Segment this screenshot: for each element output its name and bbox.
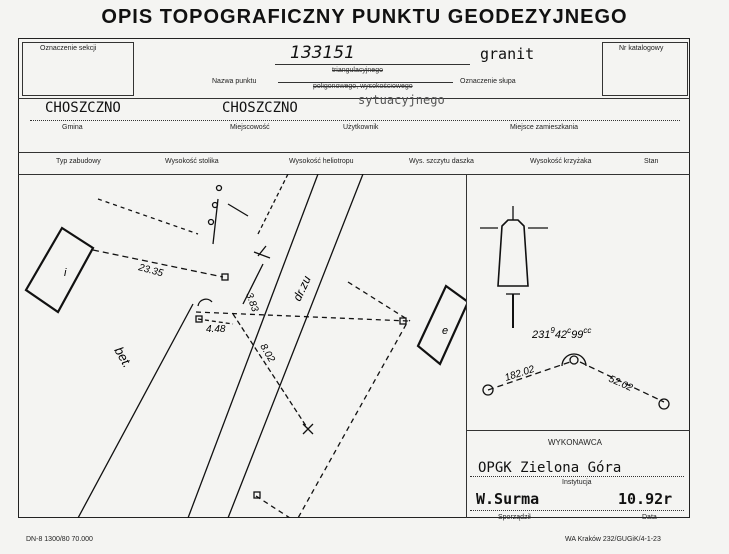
parcel-dashed-1 <box>196 312 408 518</box>
town-value: CHOSZCZNO <box>222 100 298 116</box>
stone-shape <box>498 220 528 286</box>
angle-label: $231^942^c99^{cc}$ <box>532 326 592 341</box>
footer-right: WA Kraków 232/GUGiK/4-1-23 <box>565 536 661 543</box>
col-wys-heliotropu: Wysokość heliotropu <box>289 158 354 165</box>
struck-type-2: poligonowego, wysokościowego <box>313 83 413 90</box>
marker-top <box>217 186 222 191</box>
gmina-value: CHOSZCZNO <box>45 100 121 116</box>
gmina-label: Gmina <box>62 124 83 131</box>
dist-right-label: 52.02 <box>606 373 635 394</box>
catalog-label: Nr katalogowy <box>619 45 664 52</box>
dist-c-label: 3.83 <box>243 291 261 314</box>
struck-type-1: triangulacyjnego <box>332 67 383 74</box>
col-typ-zabudowy: Typ zabudowy <box>56 158 101 165</box>
name-line <box>275 64 470 65</box>
col-wys-stolika: Wysokość stolika <box>165 158 219 165</box>
panel-divider <box>466 174 467 518</box>
point-detail-sketch <box>468 176 688 428</box>
dist-left-label: 182.02 <box>503 363 537 384</box>
arrow-top <box>228 204 248 216</box>
col-stan: Stan <box>644 158 659 165</box>
col-wys-krzyzaka: Wysokość krzyżaka <box>530 158 592 165</box>
signature-line <box>470 510 684 511</box>
point-center <box>570 356 578 364</box>
road-edge-1 <box>188 174 318 518</box>
measure-line-d <box>233 314 308 429</box>
pavement-edge <box>78 304 193 518</box>
cross-mark-top <box>254 246 270 258</box>
user-label: Użytkownik <box>343 124 379 131</box>
col-wys-daszka: Wys. szczytu daszka <box>409 158 474 165</box>
marker-mid <box>209 220 214 225</box>
road-edge-2 <box>228 174 363 518</box>
arc-mark <box>198 299 212 306</box>
building-left-label: i <box>64 267 67 279</box>
building-right-label: e <box>442 325 449 337</box>
date-label: Data <box>642 514 657 521</box>
dist-a-label: 23.35 <box>137 262 165 280</box>
surface-label: bet. <box>111 344 136 371</box>
row-divider-2 <box>18 152 690 153</box>
row-dotted-line <box>30 120 680 121</box>
dist-b-label: 4.48 <box>206 324 226 335</box>
stone-type: granit <box>480 45 535 63</box>
residence-label: Miejsce zamieszkania <box>510 124 579 131</box>
section-label: Oznaczenie sekcji <box>40 45 97 52</box>
point-right <box>659 399 669 409</box>
executor-heading: WYKONAWCA <box>548 438 602 447</box>
row-divider-1 <box>18 98 690 99</box>
road-dashed <box>258 174 288 234</box>
post-label: Oznaczenie słupa <box>460 78 516 85</box>
point-number: 133151 <box>290 43 355 63</box>
name-label: Nazwa punktu <box>212 78 257 85</box>
institution-value: OPGK Zielona Góra <box>478 460 622 476</box>
building-left <box>26 228 93 312</box>
page-title: OPIS TOPOGRAFICZNY PUNKTU GEODEZYJNEGO <box>101 6 628 28</box>
institution-line <box>470 476 684 477</box>
institution-label: Instytucja <box>562 479 592 486</box>
executor-divider <box>466 430 690 431</box>
topographic-sketch <box>18 174 466 518</box>
footer-left: DN-8 1300/80 70.000 <box>26 536 93 543</box>
dist-d-label: 8.02 <box>257 342 277 365</box>
user-value: sytuacyjnego <box>358 93 445 107</box>
date-value: 10.92r <box>618 490 673 508</box>
road-label: dr.zu <box>290 273 314 304</box>
author-value: W.Surma <box>476 490 540 508</box>
measure-line-top <box>98 199 198 234</box>
town-label: Miejscowość <box>230 124 270 131</box>
cross-mark-bottom <box>303 424 313 434</box>
parcel-dashed-3 <box>256 496 290 518</box>
author-label: Sporządził <box>498 514 531 521</box>
parcel-dashed-2 <box>348 282 410 321</box>
